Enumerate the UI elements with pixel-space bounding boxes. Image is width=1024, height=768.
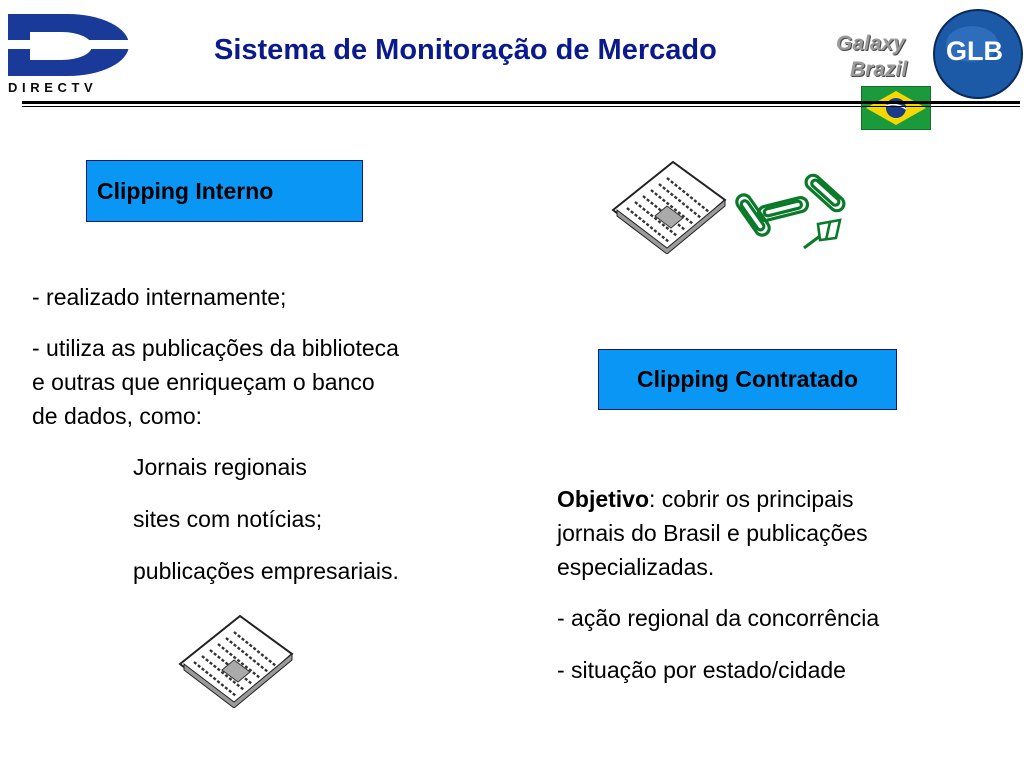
sub-item-jornais: Jornais regionais [133,454,307,480]
brazil-flag-icon [861,86,931,130]
brazil-wordmark: Brazil [850,58,908,81]
glb-badge-text: GLB [946,36,1003,66]
bullet-utiliza-line2: e outras que enriqueçam o banco [32,369,375,395]
sub-item-publicacoes: publicações empresariais. [133,558,399,584]
newspaper-icon [611,160,727,254]
bullet-situacao: - situação por estado/cidade [557,657,846,683]
clipping-contratado-label: Clipping Contratado [636,366,859,392]
objective-line2: jornais do Brasil e publicações [557,520,868,546]
clipping-interno-heading [86,160,363,222]
bullet-utiliza-line1: - utiliza as publicações da biblioteca [32,335,399,361]
galaxy-wordmark: Galaxy [836,32,905,55]
directv-logo [8,14,138,98]
objective-line3: especializadas. [557,554,715,580]
bullet-realizado: - realizado internamente; [32,284,287,310]
clipping-interno-label: Clipping Interno [97,177,274,204]
pushpin-icon [800,218,850,252]
directv-d-icon [8,14,130,76]
newspaper-icon [178,614,294,708]
clipping-contratado-heading [598,349,897,410]
bullet-utiliza-line3: de dados, como: [32,403,203,429]
header-divider-thin [22,106,1020,107]
directv-wordmark: DIRECTV [8,80,98,95]
bullet-acao-regional: - ação regional da concorrência [557,605,880,631]
objective-line1 [557,482,854,516]
page-title: Sistema de Monitoração de Mercado [214,34,717,66]
header-divider [22,101,1020,104]
sub-item-sites: sites com notícias; [133,506,323,532]
objective-text-1: : cobrir os principais [649,486,854,512]
objective-label: Objetivo [557,486,650,512]
